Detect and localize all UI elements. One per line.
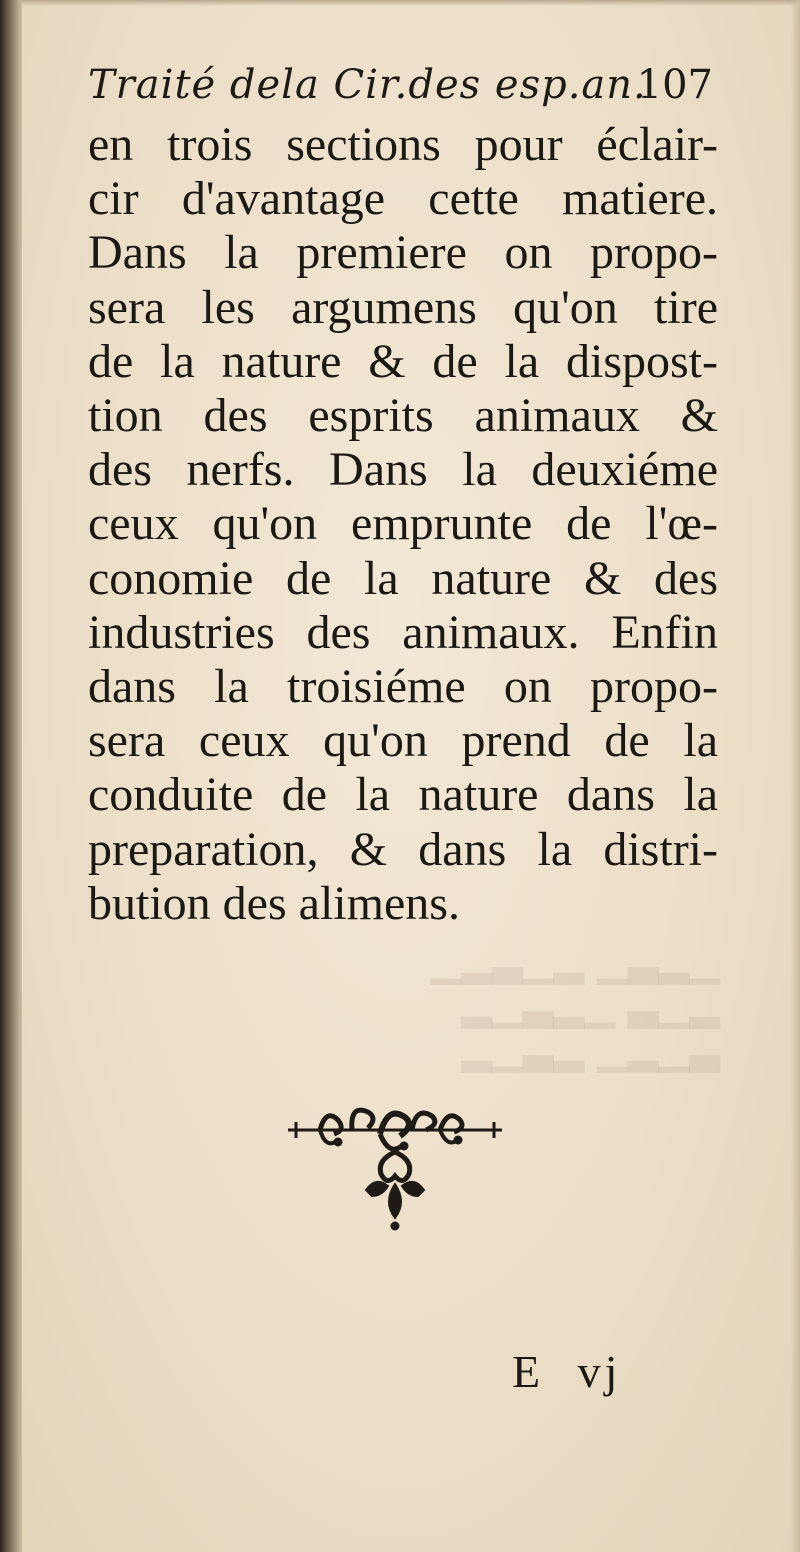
text-line: de la nature & de la dispost- bbox=[88, 334, 718, 388]
text-line: bution des alimens. bbox=[88, 876, 460, 930]
binding-edge bbox=[0, 0, 22, 1552]
text-line: Dans la premiere on propo- bbox=[88, 226, 718, 280]
text-line: preparation, & dans la distri- bbox=[88, 822, 718, 876]
fleuron-icon bbox=[280, 1090, 510, 1240]
running-title: Traité dela Cir.des esp.an. bbox=[88, 62, 647, 108]
text-line: dans la troisiéme on propo- bbox=[88, 660, 718, 714]
text-line: en trois sections pour éclair- bbox=[88, 118, 718, 171]
body-text bbox=[88, 118, 718, 931]
page-top-edge bbox=[22, 0, 800, 6]
text-line: conomie de la nature & des bbox=[88, 551, 718, 605]
text-line: industries des animaux. Enfin bbox=[88, 605, 718, 659]
page-number: 107 bbox=[636, 62, 713, 108]
signature-mark: E vj bbox=[512, 1346, 622, 1397]
text-line: cir d'avantage cette matiere. bbox=[88, 172, 718, 226]
text-line: des nerfs. Dans la deuxiéme bbox=[88, 443, 718, 497]
text-line: ceux qu'on emprunte de l'œ- bbox=[88, 497, 718, 551]
show-through-shadow: ▁▂▃▁ ▂▁▃▂▁ ▂▁▃ ▁▂▃▁▂ ▃▁▂▁ ▂▃▁▂ bbox=[430, 939, 720, 1073]
text-line: sera les argumens qu'on tire bbox=[88, 280, 718, 334]
page-right-edge bbox=[790, 0, 800, 1552]
page-header bbox=[88, 62, 713, 118]
text-line: sera ceux qu'on prend de la bbox=[88, 714, 718, 768]
text-line: tion des esprits animaux & bbox=[88, 389, 718, 443]
text-line: conduite de la nature dans la bbox=[88, 768, 718, 822]
